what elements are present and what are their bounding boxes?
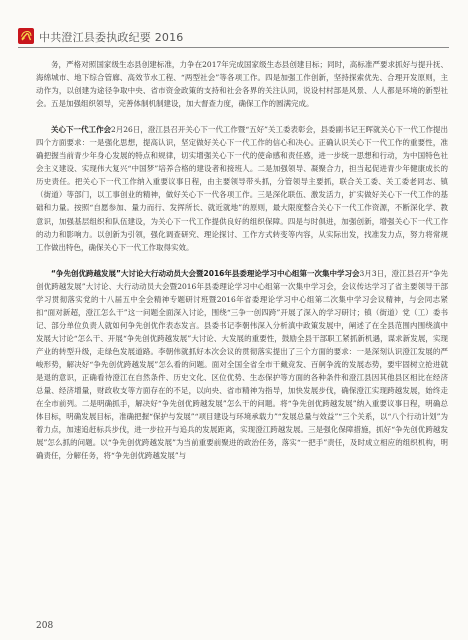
paragraph-mobilization-meeting [36,267,448,463]
paragraph-continuation [36,58,448,110]
paragraph-text: 2月26日，澄江县召开关心下一代工作暨“五好”关工委表彰会，县委副书记王晖就关心下一代工作提出四个方面要求：一是强化思想，提高认识，坚定做好关心下一代工作的信心和决心。正确认识关心下一代工作的重要性，准确把握当前青少年身心发展的特点和规律，切实增强关心下一代的使命感和责任感，进一步统一思想和行动，为中国特色社会主义建设、实现伟大复兴“中国梦”培养合格的建设者和接班人。二是加强领导、凝聚合力，担当起促进青少年健康成长的历史责任。把关心下一代工作纳入重要议事日程，由主要领导带头抓，分管领导主要抓，联合关工委、关工委老同志、镇（街道）等部门，以工事创业的精神，做好关心下一代各项工作。三是深化联伍、激发活力，扩实做好关心下一代工作的基础和力量。按照“自愿参加、量力而行、发挥所长、就近就地”的原则，最大限度整合关心下一代工作资源，不断深化学、教意识，加强基层组织和队伍建设，为关心下一代工作提供良好的组织保障。四是与时俱进，加强创新，增强关心下一代工作的动力和影响力。以创新为引领，强化调查研究、理论探讨、工作方式转变等内容，从实际出发，找准发力点，努力将常规工作做出特色，确保关心下一代工作取得实效。 [36,125,449,252]
header-divider [18,47,449,48]
paragraph-youth-work-meeting [36,123,448,253]
party-emblem-icon [18,28,34,44]
paragraph-lead: 关心下一代工作会 [51,125,112,135]
running-header-title: 中共澄江县委执政纪要 2016 [39,31,184,44]
paragraph-lead: “争先创优跨越发展”大讨论大行动动员大会暨2016年县委理论学习中心组第一次集中学习会 [51,268,360,278]
paragraph-text: 3月3日，澄江县召开“争先创优跨越发展”大讨论、大行动动员大会暨2016年县委理论学习中心组第一次集中学习会，会议传达学习了省主要领导干部学习贯彻落实党的十八届五中全会精神专题研讨班暨2016年省委理论学习中心组第二次集中学习会议精神，与会同志紧扣“面对新超，澄江怎么干”这一问题全面深入讨论，围绕“三争一创四跨”开展了深入的学习研讨；镇（街道）党（工）委书记、部分单位负责人就如何争先创优作表态发言。县委书记李朝伟深入分析滇中政策发展中，阐述了在全县范围内围绕滇中发展大讨论“怎么干、开展“争先创优跨越发展”大讨论、大发展的重要性，鼓励全县干部职工紧抓新机遇，谋求新发展，实现产业的转型升级，走绿色发展道路。李朝伟就抓好本次会议的贯彻落实提出了三个方面的要求：一是深刻认识澄江发展的严峻形势，解决好“争先创优跨越发展”怎么看的问题。面对全国全省全市干戴竞发、百舸争流的发展态势，要牢固树立抢进就是退的意识，正确看待澄江在自然条件、历史文化、区位优势、生态保护等方面的各种条件和澄江县因其他县区相比在经济总量、经济增量，财政收支等方面存在的不足，以向央、省市精神为指导，加快发展步伐，确保澄江实现跨越发展，始终走在全市前列。二是明确抓手，解决好“争先创优跨越发展”怎么干的问题。将“争先创优跨越发展”纳入重要议事日程，明确总体目标，明确发展目标，准确把握“保护与发展”“项目建设与环境承载力”“发展总量与效益”“三个关系，以“八个行动计划”为着力点，加速追赶标兵步伐，进一步拉开与追兵的发展距离，实现澄江跨越发展。三是强化保障措施，抓好“争先创优跨越发展”怎么抓的问题。以“争先创优跨越发展”为当前重要前聚进的政治任务，落实“一把手”责任，及时成立相应的组织机构，明确责任，分解任务，将“争先创优跨越发展”与 [36,268,448,461]
paragraph-text: 务，严格对照国家级生态县创建标准，力争在2017年完成国家级生态县创建目标；同时，高标准严要求抓好与提升抚、海绵城市、地下综合管廊、高效节水工程、“两型社会”等各项工作。四是加强工作创新，坚持探索优先、合理开发原则，主动作为，以创建为途径争取中央、省市资金政策的支持和社会各界的关注认同，说设村村部是风景、人人都是环境的新型社会。五是加强组织领导，完善体制机制建设，加大督查力度，确保工作的圆满完成。 [36,60,448,109]
document-body [36,58,448,462]
page-number: 208 [36,621,54,631]
running-header [18,28,458,46]
